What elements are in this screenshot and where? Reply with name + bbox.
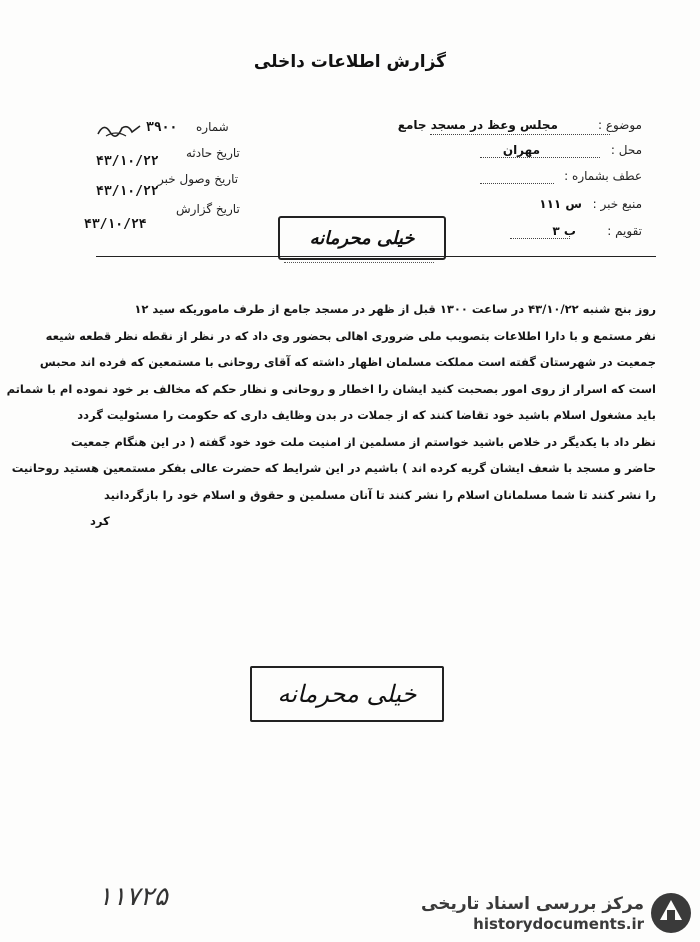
field-location-label: محل : — [610, 143, 642, 157]
field-report-date-label: تاریخ گزارش — [176, 202, 240, 216]
field-calendar-value: ب ۳ — [552, 224, 576, 238]
classification-stamp-top: خیلی محرمانه — [278, 216, 446, 260]
body-line: است که اسرار از روی امور بصحبت کنید ایشان را اخطار و روحانی و نظار حکم که مخالف بر خود نموده ام با شماتم — [6, 381, 656, 396]
field-calendar-label: تقویم : — [607, 224, 642, 238]
field-source-label: منبع خبر : — [592, 197, 642, 211]
body-line: روز بنج شنبه ۴۳/۱۰/۲۲ در ساعت ۱۳۰۰ قبل از ظهر در مسجد جامع از طرف ماموریکه سید ۱۲ — [134, 302, 656, 316]
body-line: جمعیت در شهرستان گفته است مملکت مسلمان اظهار داشته که آقای روحانی با مستمعین که فرده اند محبس — [39, 355, 656, 369]
field-incident-date-value: ۴۳/۱۰/۲۲ — [96, 154, 159, 169]
field-number-value: ۳۹۰۰ — [146, 120, 178, 135]
archive-logo-icon — [648, 890, 694, 936]
calendar-dotted-line — [510, 238, 570, 239]
stamp-dotted-line — [284, 262, 434, 263]
field-received-date-value: ۴۳/۱۰/۲۲ — [96, 184, 159, 199]
field-source-value: س ۱۱۱ — [539, 197, 582, 211]
body-line: حاضر و مسجد با شعف ایشان گریه کرده اند ) باشیم در این شرایط که حضرت عالی بفکر مستمعین هستید روحانیت — [11, 461, 656, 475]
location-label-text: محل — [618, 143, 642, 157]
document-title: گزارش اطلاعات داخلی — [253, 52, 447, 72]
body-line: نفر مستمع و با دارا اطلاعات بتصویب ملی ضروری اهالی بحضور وی داد که در نظر از نقطه نظر قطعه شیعه — [45, 328, 656, 343]
reference-label-text: عطف بشماره — [572, 169, 642, 183]
handwritten-initials-icon — [96, 120, 144, 140]
subject-dotted-line — [430, 134, 610, 135]
report-body — [6, 296, 656, 535]
source-label-text: منبع خبر — [600, 197, 642, 211]
classification-stamp-bottom: خیلی محرمانه — [250, 666, 444, 722]
watermark-url: historydocuments.ir — [473, 915, 644, 933]
field-subject-label: موضوع : — [597, 118, 642, 132]
body-line: را نشر کنند تا شما مسلمانان اسلام را نشر کنند تا آنان مسلمین و حقوق و اسلام خود را بازگردانید — [104, 487, 656, 502]
location-dotted-line — [480, 157, 600, 158]
field-incident-date-label: تاریخ حادثه — [186, 146, 240, 160]
field-location-value: مهران — [502, 143, 540, 157]
watermark — [421, 890, 694, 936]
watermark-title: مرکز بررسی اسناد تاریخی — [421, 894, 644, 914]
field-report-date-value: ۴۳/۱۰/۲۴ — [84, 217, 147, 232]
watermark-text — [421, 893, 644, 933]
header-divider — [96, 256, 656, 257]
body-line: کرد — [90, 514, 110, 528]
field-received-date-label: تاریخ وصول خبر — [158, 172, 239, 186]
calendar-label-text: تقویم — [615, 224, 642, 238]
subject-label-text: موضوع — [605, 118, 642, 132]
archive-number: ۱۱۷۲۵ — [98, 882, 168, 912]
body-line: نظر داد با یکدیگر در خلاص باشید خواستم از مسلمین از امنیت ملت خود خود گفته ( در این هنگام جمعیت — [71, 434, 656, 449]
reference-dotted-line — [480, 183, 554, 184]
field-subject-value: مجلس وعظ در مسجد جامع — [397, 118, 558, 132]
field-reference-label: عطف بشماره : — [564, 169, 642, 183]
body-line: باید مشغول اسلام باشید خود تقاضا کنند که از جملات در بدن وظایف داری که حکومت را مسئولیت گردد — [77, 408, 656, 422]
field-number-label: شماره — [196, 120, 229, 134]
